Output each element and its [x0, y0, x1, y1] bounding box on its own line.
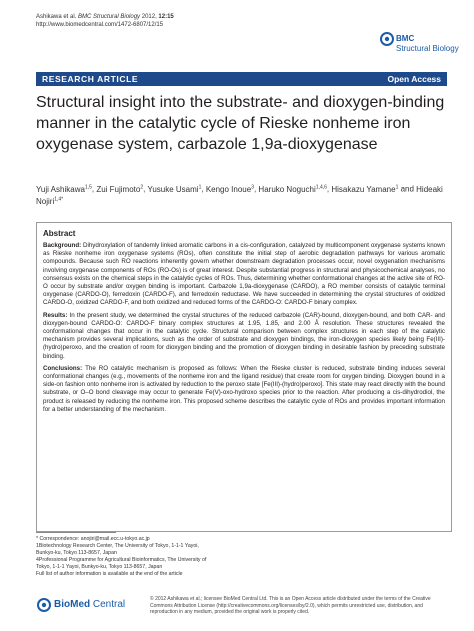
author[interactable]: Yuji Ashikawa$^{1,5}$ — [36, 184, 92, 194]
affiliation-line: Tokyo, 1-1-1 Yayoi, Bunkyo-ku, Tokyo 113-8657, Japan — [36, 564, 163, 570]
affiliation-line: Bunkyo-ku, Tokyo 113-8657, Japan — [36, 550, 117, 556]
biomed-central-logo: BioMed Central — [54, 599, 126, 610]
article-type-label: RESEARCH ARTICLE — [42, 74, 139, 84]
author-info-note: Full list of author information is available at the end of the article — [36, 571, 183, 577]
author[interactable]: Hisakazu Yamane$^1$ — [331, 184, 399, 194]
bmc-logo-icon — [380, 32, 394, 46]
author[interactable]: Hideaki Nojiri$^{1,4*}$ — [36, 184, 443, 207]
license-text: © 2012 Ashikawa et al.; licensee BioMed Central Ltd. This is an Open Access article distributed under the terms of the Creative Commons Attribution License (http://creativecommons.org/licenses/by/2.0), which permits unrestricted use, distribution, and reproduction in any medium, provided the original work is properly cited. — [150, 596, 431, 615]
author[interactable]: Zui Fujimoto$^2$ — [96, 184, 144, 194]
journal-logo — [396, 34, 459, 54]
abstract-heading: Abstract — [43, 229, 76, 238]
open-access-label: Open Access — [387, 74, 441, 84]
citation-authors: Ashikawa et al. — [36, 14, 79, 20]
abstract-box — [36, 222, 452, 532]
abstract-results: Results: In the present study, we determined the crystal structures of the reduced carbazole (CAR)-bound, dioxygen-bound, and both CAR- and dioxygen-bound CARDO-O: CARDO-F binary complex structures at 1.95, 1.85, and 2.00 Å resolution. These structures revealed the conformational changes that occur in the catalytic cycle. Structural comparison between complex structures in each step of the catalytic mechanism provides several implications, such as the order of substrate and dioxygen bindings, the iron-dioxygen species likely being Fe(III)-(hydro)peroxo, and the creation of room for dioxygen binding and the promotion of dioxygen binding in desirable fashion by preceding substrate binding. — [43, 311, 445, 360]
footnote-divider — [36, 532, 116, 533]
affiliation-line: 4Professional Programme for Agricultural Bioinformatics, The University of — [36, 557, 207, 563]
affiliation-line: 1Biotechnology Research Center, The University of Tokyo, 1-1-1 Yayoi, — [36, 543, 199, 549]
author[interactable]: Kengo Inoue$^3$ — [205, 184, 254, 194]
footnotes — [36, 532, 256, 578]
author[interactable]: Yusuke Usami$^1$ — [147, 184, 202, 194]
author[interactable]: Haruko Noguchi$^{1,4,6}$ — [258, 184, 327, 194]
logo-journal: Structural Biology — [396, 44, 459, 53]
abstract-background: Background: Dihydroxylation of tandemly linked aromatic carbons in a cis-configuration, catalyzed by multicomponent oxygenase systems known as Rieske nonheme iron oxygenase systems (ROs), often constitute the initial step of aerobic degradation pathways for various aromatic compounds. Because such RO reactions inherently govern whether downstream degradation processes occur, novel oxygenation mechanisms involving oxygenase components of ROs (RO-Os) is of great interest. Despite substantial progress in structural and physicochemical analyses, no consensus exists on the chemical steps in the catalytic cycles of ROs. Thus, determining whether conformational changes at the active site of RO-O occur by substrate and/or oxygen binding is important. Carbazole 1,9a-dioxygenase (CARDO), a RO member consists of catalytic terminal oxygenase (CARDO-O), ferredoxin (CARDO-F), and ferredoxin reductase. We have succeeded in determining the crystal structures of oxidized CARDO-O, oxidized CARDO-F, and both oxidized and reduced forms of the CARDO-O: CARDO-F binary complex. — [43, 242, 445, 307]
citation-volume: 12:15 — [158, 14, 174, 20]
author-list: Yuji Ashikawa$^{1,5}$, Zui Fujimoto$^2$, Yusuke Usami$^1$, Kengo Inoue$^3$, Haruko Noguchi$^{1,4,6}$, Hisakazu Yamane$^1$ and Hideaki Nojiri$^{1,4*}$ — [36, 184, 443, 207]
journal-name: BMC Structural Biology — [78, 14, 141, 20]
correspondence[interactable]: * Correspondence: anojiri@mail.ecc.u-tokyo.ac.jp — [36, 536, 150, 542]
citation-header — [36, 13, 174, 29]
article-url[interactable]: http://www.biomedcentral.com/1472-6807/12/15 — [36, 22, 164, 28]
article-type-bar — [36, 72, 447, 86]
logo-bmc: BMC — [396, 34, 415, 43]
citation-year: 2012, — [140, 14, 159, 20]
article-title: Structural insight into the substrate- and dioxygen-binding manner in the catalytic cycle of Rieske nonheme iron oxygenase system, carbazole 1,9a-dioxygenase — [36, 94, 445, 153]
abstract-conclusions: Conclusions: The RO catalytic mechanism is proposed as follows: When the Rieske cluster is reduced, substrate binding induces several conformational changes (e.g., movements of the nonheme iron and the ligand residue) that create room for oxygen binding. Dioxygen bound in a side-on fashion onto nonheme iron is activated by reduction to the peroxo state [Fe(III)-(hydro)peroxo]. This state may react directly with the bound substrate, or O–O bond cleavage may occur to generate Fe(V)-oxo-hydroxo species prior to the reaction. After producing a cis-dihydrodiol, the product is released by reducing the nonheme iron. This proposed scheme describes the catalytic cycle of ROs and provides important information for a better understanding of the mechanism. — [43, 364, 445, 413]
